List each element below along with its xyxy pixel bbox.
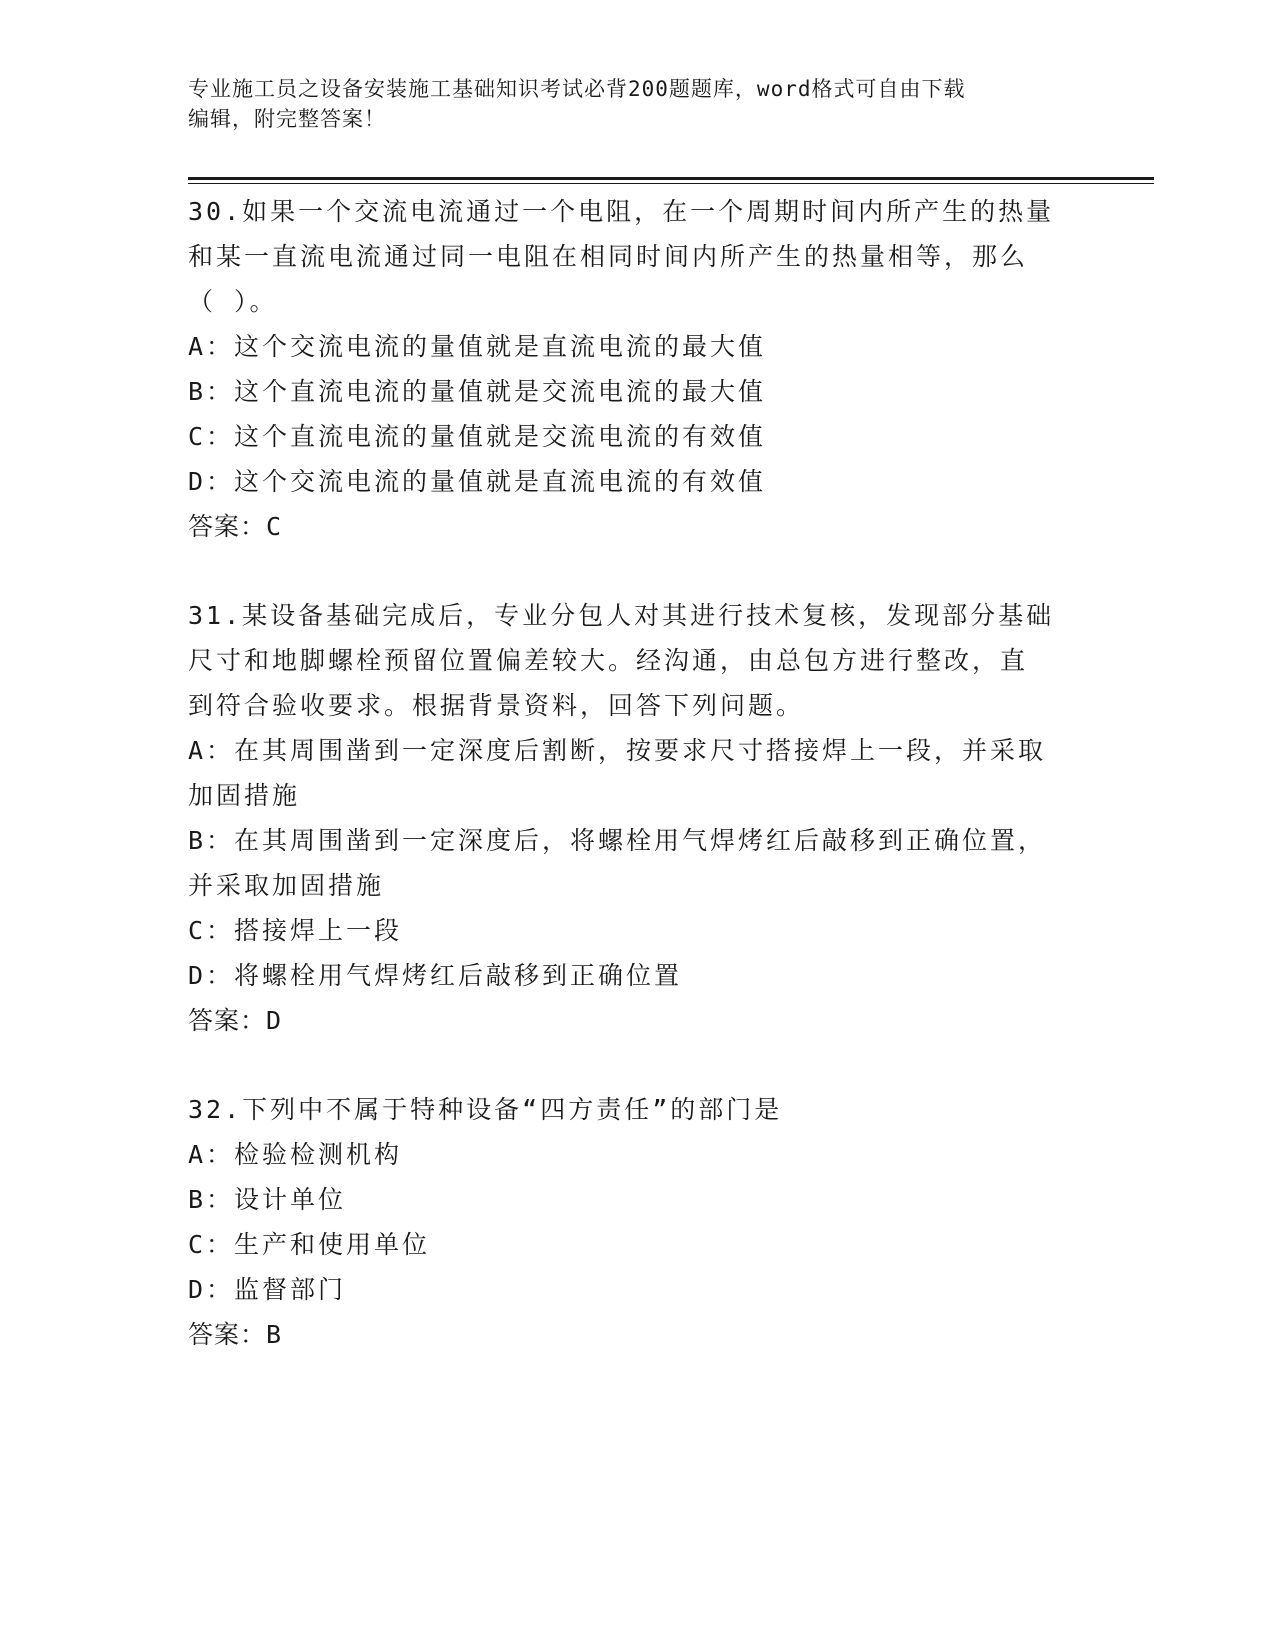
question-list [188, 189, 1088, 1357]
question-30 [188, 189, 1088, 549]
option-d: D：将螺栓用气焊烤红后敲移到正确位置 [188, 961, 683, 990]
header-line-1: 专业施工员之设备安装施工基础知识考试必背200题题库，word格式可自由下载 [188, 77, 966, 101]
option-a: A：检验检测机构 [188, 1140, 403, 1169]
option-d: D：监督部门 [188, 1275, 347, 1304]
question-text: （ ）。 [188, 287, 278, 316]
option-a-continued: 加固措施 [188, 781, 301, 810]
header-divider-thin [188, 183, 1154, 184]
question-text: 30.如果一个交流电流通过一个电阻，在一个周期时间内所产生的热量 [188, 197, 1055, 226]
header-divider-thick [188, 177, 1154, 180]
answer: 答案：D [188, 1006, 283, 1035]
question-text: 和某一直流电流通过同一电阻在相同时间内所产生的热量相等，那么 [188, 242, 1029, 271]
option-b: B：这个直流电流的量值就是交流电流的最大值 [188, 377, 767, 406]
question-31 [188, 593, 1088, 1043]
question-text: 31.某设备基础完成后，专业分包人对其进行技术复核，发现部分基础 [188, 601, 1055, 630]
option-c: C：搭接焊上一段 [188, 916, 403, 945]
option-a: A：这个交流电流的量值就是直流电流的最大值 [188, 332, 767, 361]
question-text: 尺寸和地脚螺栓预留位置偏差较大。经沟通，由总包方进行整改，直 [188, 646, 1029, 675]
question-text: 32.下列中不属于特种设备“四方责任”的部门是 [188, 1095, 783, 1124]
page-header [188, 74, 1088, 134]
header-line-2: 编辑，附完整答案！ [188, 107, 386, 131]
answer: 答案：C [188, 512, 283, 541]
option-b: B：在其周围凿到一定深度后，将螺栓用气焊烤红后敲移到正确位置， [188, 826, 1047, 855]
option-b: B：设计单位 [188, 1185, 347, 1214]
answer: 答案：B [188, 1320, 283, 1349]
question-text: 到符合验收要求。根据背景资料，回答下列问题。 [188, 691, 805, 720]
option-a: A：在其周围凿到一定深度后割断，按要求尺寸搭接焊上一段，并采取 [188, 736, 1047, 765]
option-b-continued: 并采取加固措施 [188, 871, 385, 900]
option-c: C：生产和使用单位 [188, 1230, 431, 1259]
option-d: D：这个交流电流的量值就是直流电流的有效值 [188, 467, 767, 496]
option-c: C：这个直流电流的量值就是交流电流的有效值 [188, 422, 767, 451]
question-32 [188, 1087, 1088, 1357]
